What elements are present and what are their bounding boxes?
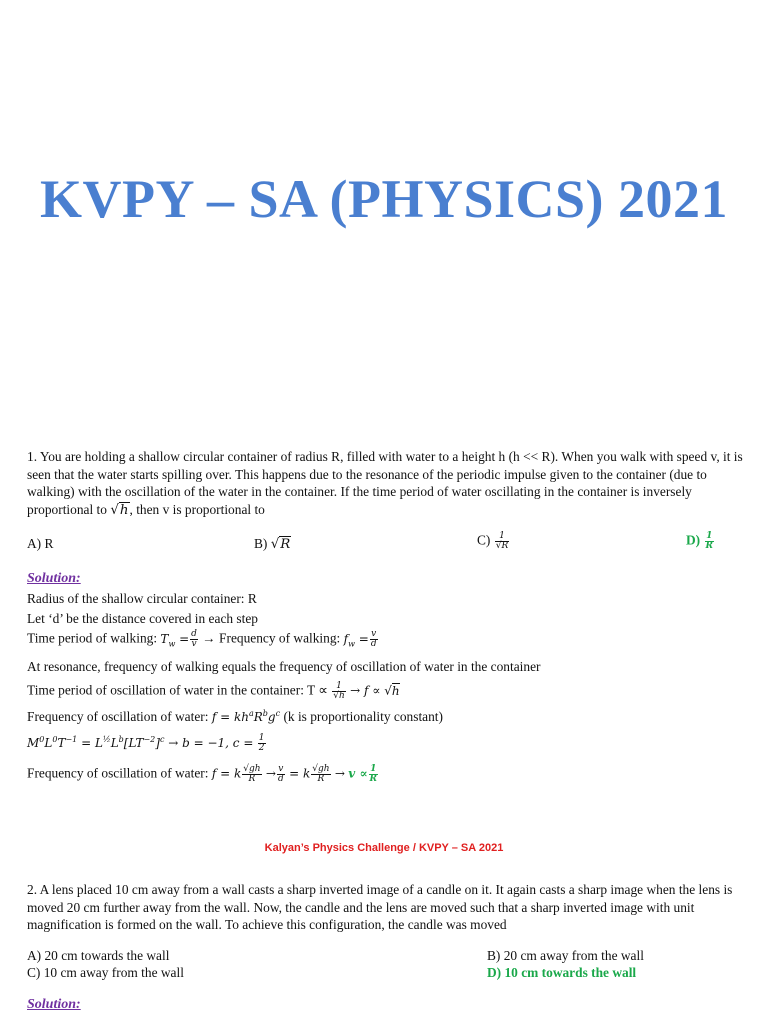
solution-line-2: Let ‘d’ be the distance covered in each step xyxy=(27,611,259,626)
solution-line-6: Frequency of oscillation of water: $f = kh^aR^bg^c$ (k is proportionality constant) xyxy=(27,709,443,724)
q1-solution-label: Solution: xyxy=(27,571,81,586)
q1-option-c: C) $\frac{1}{√R}$ xyxy=(477,531,509,551)
q1-option-b: B) √R xyxy=(254,536,291,552)
solution-line-8: Frequency of oscillation of water: f = k $\frac{√gh}{R}$ → $\frac{v}{d}$ = k $\frac{√gh}{R}$ → v ∝ $\frac{1}{R}$ xyxy=(27,764,377,784)
page-title: KVPY – SA (PHYSICS) 2021 xyxy=(39,169,729,229)
question-2-text: 2. A lens placed 10 cm away from a wall casts a sharp inverted image of a candle on it. It again casts a sharp image when the lens is moved 20 cm further away from the wall. Now, the candle and the lens are moved such that a sharp inverted image with unit magnification is formed on the wall. To achieve this configuration, the candle was moved xyxy=(27,882,733,932)
q1-option-a: A) R xyxy=(27,536,54,551)
q2-option-d-correct: D) 10 cm towards the wall xyxy=(487,965,637,980)
page-footer: Kalyan’s Physics Challenge / KVPY – SA 2021 xyxy=(264,842,504,854)
solution-line-7-dimensions: $M^0L^0T^{-1} = L^{\frac{1}{2}}L^b[LT^{-2}]^c \to b = -1$, c = $\frac{1}{2}$ xyxy=(27,733,265,753)
question-1-text: 1. You are holding a shallow circular container of radius R, filled with water to a height h (h << R). When you walk with speed v, it is seen that the water starts spilling over. This happens due to the resonance of the periodic impulse given to the container (due to walking) with the oscillation of the water in the container. If the time period of water oscillating in the container is inversely proportional to √h, then v is proportional to xyxy=(27,449,743,518)
q1-option-d-correct: D) $\frac{1}{R}$ xyxy=(686,531,713,551)
sqrt-h: √h xyxy=(110,502,129,518)
solution-line-1: Radius of the shallow circular container: R xyxy=(27,591,257,606)
solution-line-3: Time period of walking: $T_w$ = $\frac{d}{v}$ → Frequency of walking: $f_w$ = $\frac{v}{d}$ xyxy=(27,629,377,649)
solution-line-4: At resonance, frequency of walking equals the frequency of oscillation of water in the container xyxy=(27,659,541,674)
solution-line-5: Time period of oscillation of water in the container: T ∝ $\frac{1}{√h}$ → f ∝ √h xyxy=(27,681,400,701)
q2-option-a: A) 20 cm towards the wall xyxy=(27,948,170,963)
q2-option-b: B) 20 cm away from the wall xyxy=(487,948,644,963)
q2-solution-label: Solution: xyxy=(27,997,81,1012)
q2-option-c: C) 10 cm away from the wall xyxy=(27,965,184,980)
